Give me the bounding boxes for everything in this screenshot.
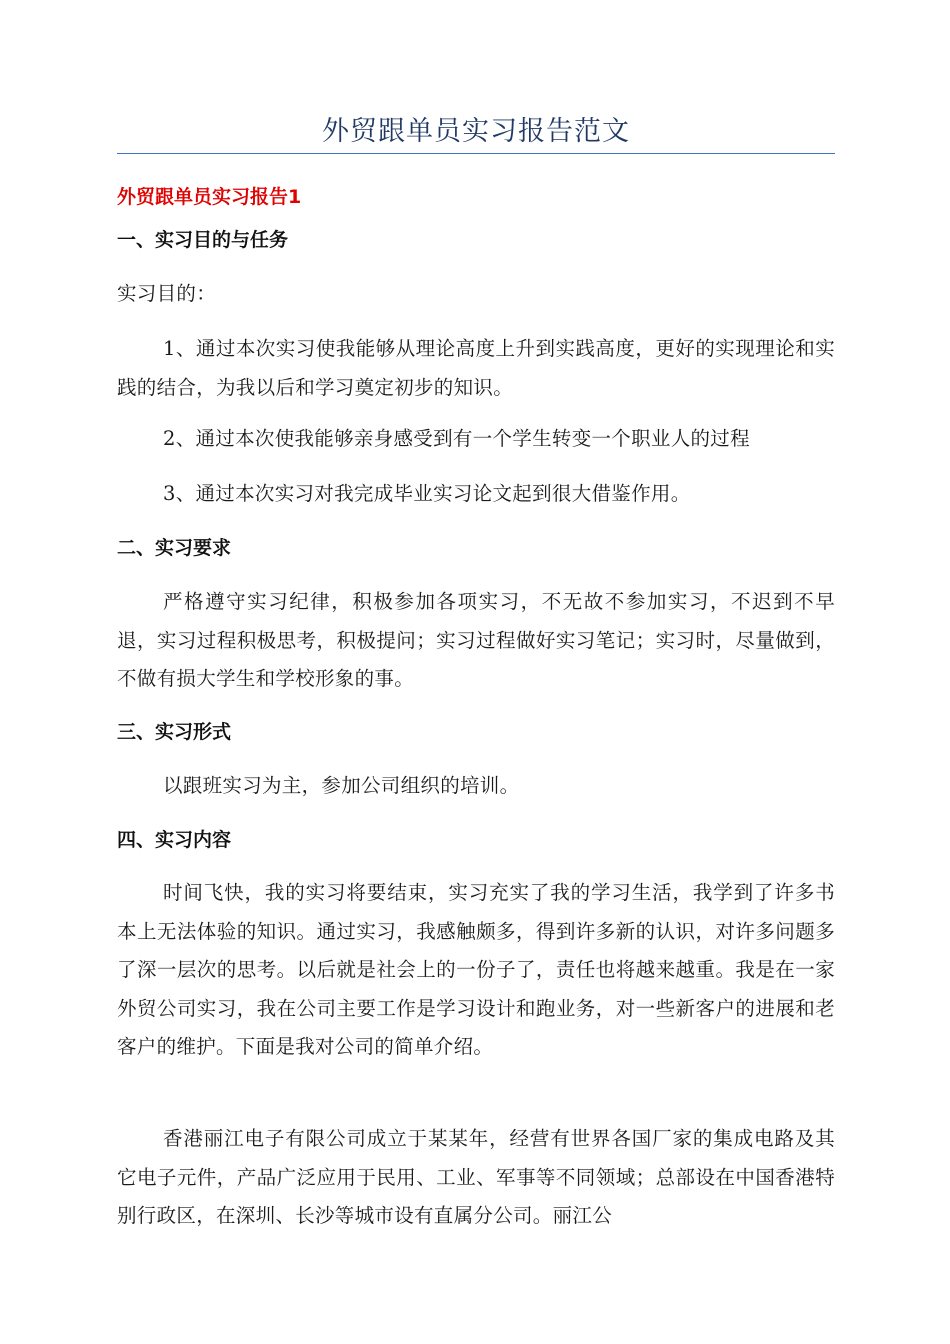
goal-item-2: 2、通过本次使我能够亲身感受到有一个学生转变一个职业人的过程 <box>163 427 750 450</box>
title-underline <box>117 153 835 154</box>
content-paragraph-1: 时间飞快，我的实习将要结束，实习充实了我的学习生活，我学到了许多书本上无法体验的知识。通过实习，我感触颇多，得到许多新的认识，对许多问题多了深一层次的思考。以后就是社会上的一份子了，责任也将越来越重。我是在一家外贸公司实习，我在公司主要工作是学习设计和跑业务，对一些新客户的进展和老客户的维护。下面是我对公司的简单介绍。 <box>117 881 835 1058</box>
goal-label: 实习目的： <box>117 282 217 305</box>
section-heading-goals: 一、实习目的与任务 <box>117 229 289 251</box>
goal-item-3: 3、通过本次实习对我完成毕业实习论文起到很大借鉴作用。 <box>163 482 691 505</box>
report-heading: 外贸跟单员实习报告1 <box>117 186 302 208</box>
form-paragraph: 以跟班实习为主，参加公司组织的培训。 <box>163 774 520 797</box>
requirements-paragraph: 严格遵守实习纪律，积极参加各项实习，不无故不参加实习，不迟到不早退，实习过程积极思考，积极提问；实习过程做好实习笔记；实习时，尽量做到，不做有损大学生和学校形象的事。 <box>117 590 835 690</box>
goal-item-1: 1、通过本次实习使我能够从理论高度上升到实践高度，更好的实现理论和实践的结合，为我以后和学习奠定初步的知识。 <box>117 337 835 399</box>
content-paragraph-2: 香港丽江电子有限公司成立于某某年，经营有世界各国厂家的集成电路及其它电子元件，产品广泛应用于民用、工业、军事等不同领域；总部设在中国香港特别行政区，在深圳、长沙等城市设有直属分公司。丽江公 <box>117 1127 835 1227</box>
section-heading-content: 四、实习内容 <box>117 829 232 851</box>
section-heading-form: 三、实习形式 <box>117 721 232 743</box>
document-title: 外贸跟单员实习报告范文 <box>322 116 630 147</box>
section-heading-requirements: 二、实习要求 <box>117 537 232 559</box>
